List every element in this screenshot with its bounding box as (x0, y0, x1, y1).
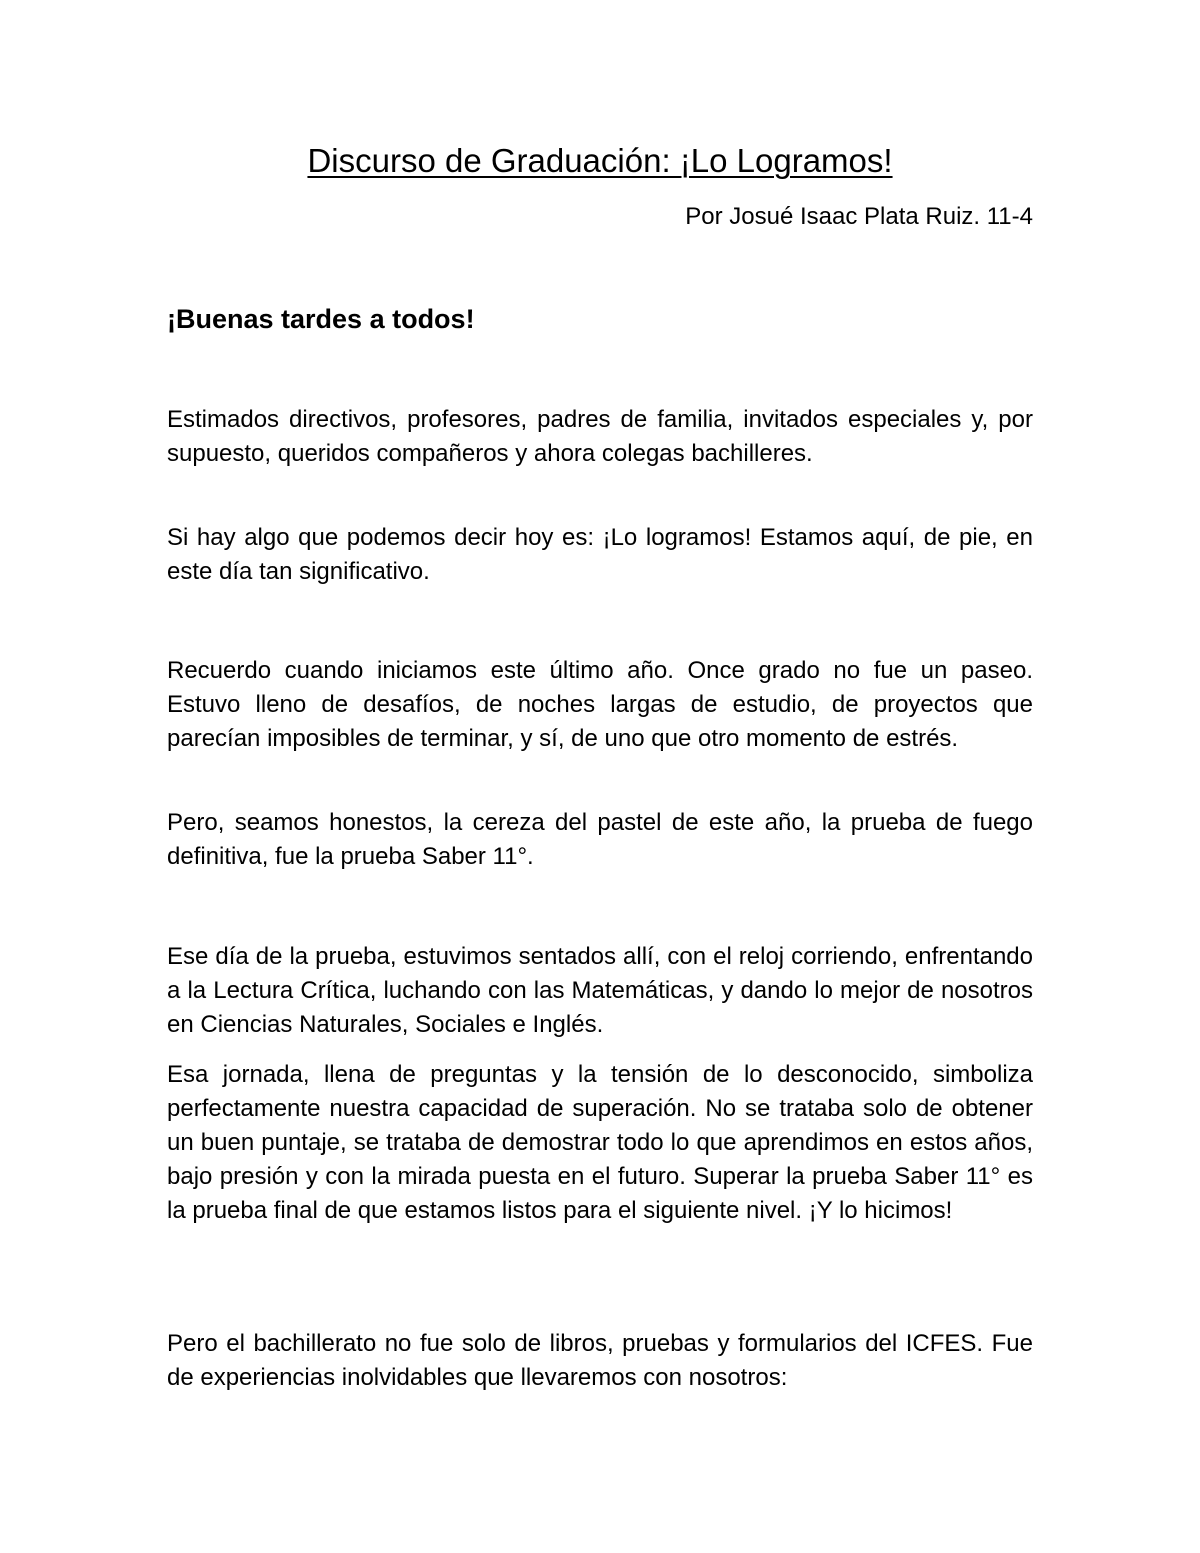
paragraph-last-year: Recuerdo cuando iniciamos este último año. Once grado no fue un paseo. Estuvo lleno de desafíos, de noches largas de estudio, de proyectos que parecían imposibles de terminar, y sí, de uno que otro momento de estrés. (167, 657, 1033, 752)
paragraph-saber-intro: Pero, seamos honestos, la cereza del pastel de este año, la prueba de fuego definitiva, fue la prueba Saber 11°. (167, 809, 1033, 870)
paragraph-achievement: Si hay algo que podemos decir hoy es: ¡Lo logramos! Estamos aquí, de pie, en este día tan significativo. (167, 524, 1033, 585)
author-line: Por Josué Isaac Plata Ruiz. 11-4 (685, 203, 1033, 230)
paragraph-test-day: Ese día de la prueba, estuvimos sentados allí, con el reloj corriendo, enfrentando a la Lectura Crítica, luchando con las Matemáticas, y dando lo mejor de nosotros en Ciencias Naturales, Sociales e Inglés. (167, 943, 1033, 1038)
paragraph-overcoming: Esa jornada, llena de preguntas y la tensión de lo desconocido, simboliza perfectamente nuestra capacidad de superación. No se trataba solo de obtener un buen puntaje, se trataba de demostrar todo lo que aprendimos en estos años, bajo presión y con la mirada puesta en el futuro. Superar la prueba Saber 11° es la prueba final de que estamos listos para el siguiente nivel. ¡Y lo hicimos! (167, 1061, 1033, 1224)
greeting-heading: ¡Buenas tardes a todos! (167, 304, 475, 334)
paragraph-salutation: Estimados directivos, profesores, padres de familia, invitados especiales y, por supuesto, queridos compañeros y ahora colegas bachilleres. (167, 406, 1033, 467)
paragraph-experiences: Pero el bachillerato no fue solo de libros, pruebas y formularios del ICFES. Fue de experiencias inolvidables que llevaremos con nosotros: (167, 1330, 1033, 1391)
document-title: Discurso de Graduación: ¡Lo Logramos! (307, 142, 893, 179)
